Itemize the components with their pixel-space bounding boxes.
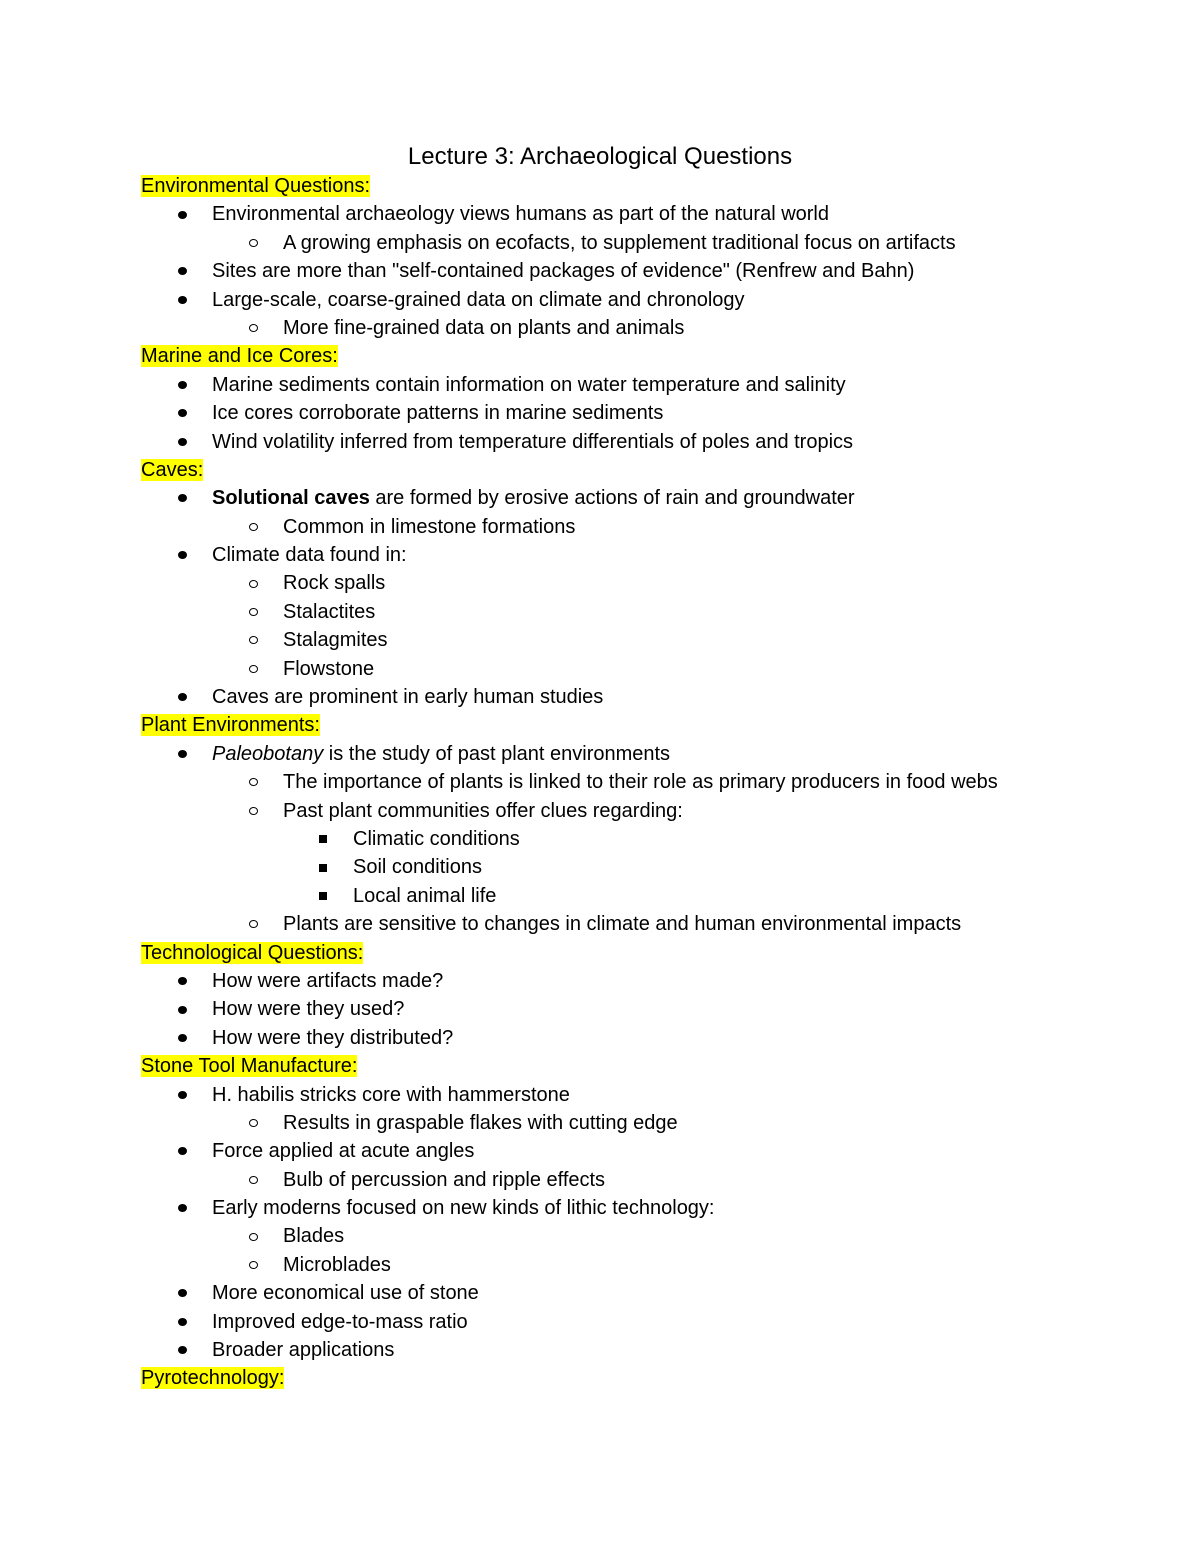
list-item: Early moderns focused on new kinds of lithic technology:	[0, 1194, 1200, 1222]
list-item: Marine sediments contain information on water temperature and salinity	[0, 371, 1200, 399]
list-item: Climate data found in:	[0, 541, 1200, 569]
hollow-circle-bullet-icon	[249, 1233, 258, 1241]
list-item: Results in graspable flakes with cutting edge	[0, 1109, 1200, 1137]
filled-circle-bullet-icon	[178, 1006, 187, 1014]
highlighted-heading: Pyrotechnology:	[141, 1367, 285, 1390]
list-item: Soil conditions	[0, 853, 1200, 881]
list-item: H. habilis stricks core with hammerstone	[0, 1081, 1200, 1109]
filled-circle-bullet-icon	[178, 381, 187, 389]
list-item: Environmental archaeology views humans as part of the natural world	[0, 200, 1200, 228]
filled-circle-bullet-icon	[178, 750, 187, 758]
list-item: More economical use of stone	[0, 1279, 1200, 1307]
section-heading-plants	[0, 711, 1200, 739]
filled-circle-bullet-icon	[178, 494, 187, 502]
highlighted-heading: Technological Questions:	[141, 941, 364, 964]
list-item: Microblades	[0, 1251, 1200, 1279]
filled-circle-bullet-icon	[178, 211, 187, 219]
list-item: Improved edge-to-mass ratio	[0, 1308, 1200, 1336]
section-heading-marine	[0, 342, 1200, 370]
filled-circle-bullet-icon	[178, 296, 187, 304]
filled-circle-bullet-icon	[178, 1034, 187, 1042]
list-item: Solutional caves are formed by erosive actions of rain and groundwater	[0, 484, 1200, 512]
hollow-circle-bullet-icon	[249, 807, 258, 815]
list-item: Ice cores corroborate patterns in marine sediments	[0, 399, 1200, 427]
page-title: Lecture 3: Archaeological Questions	[407, 143, 793, 170]
list-item: Caves are prominent in early human studies	[0, 683, 1200, 711]
list-item: Past plant communities offer clues regarding:	[0, 797, 1200, 825]
filled-circle-bullet-icon	[178, 551, 187, 559]
hollow-circle-bullet-icon	[249, 324, 258, 332]
hollow-circle-bullet-icon	[249, 1261, 258, 1269]
square-bullet-icon	[319, 835, 327, 843]
section-heading-caves	[0, 456, 1200, 484]
list-item: How were they distributed?	[0, 1024, 1200, 1052]
list-item: How were they used?	[0, 995, 1200, 1023]
section-heading-technological	[0, 939, 1200, 967]
filled-circle-bullet-icon	[178, 267, 187, 275]
list-item: Stalactites	[0, 598, 1200, 626]
highlighted-heading: Stone Tool Manufacture:	[141, 1055, 358, 1078]
list-item: Common in limestone formations	[0, 513, 1200, 541]
list-item: Stalagmites	[0, 626, 1200, 654]
hollow-circle-bullet-icon	[249, 239, 258, 247]
highlighted-heading: Environmental Questions:	[141, 175, 371, 197]
hollow-circle-bullet-icon	[249, 778, 258, 786]
list-item: Flowstone	[0, 655, 1200, 683]
list-item: Large-scale, coarse-grained data on climate and chronology	[0, 286, 1200, 314]
square-bullet-icon	[319, 892, 327, 900]
list-item: Wind volatility inferred from temperature differentials of poles and tropics	[0, 428, 1200, 456]
list-item: Blades	[0, 1222, 1200, 1250]
filled-circle-bullet-icon	[178, 1091, 187, 1099]
hollow-circle-bullet-icon	[249, 636, 258, 644]
highlighted-heading: Plant Environments:	[141, 714, 320, 737]
filled-circle-bullet-icon	[178, 1147, 187, 1155]
section-heading-pyrotechnology	[0, 1364, 1200, 1392]
filled-circle-bullet-icon	[178, 1318, 187, 1326]
list-item: How were artifacts made?	[0, 967, 1200, 995]
list-item: Broader applications	[0, 1336, 1200, 1364]
hollow-circle-bullet-icon	[249, 1176, 258, 1184]
filled-circle-bullet-icon	[178, 977, 187, 985]
filled-circle-bullet-icon	[178, 693, 187, 701]
highlighted-heading: Caves:	[141, 458, 204, 481]
section-heading-environmental	[0, 172, 1200, 200]
square-bullet-icon	[319, 864, 327, 872]
filled-circle-bullet-icon	[178, 1346, 187, 1354]
italic-term: Paleobotany	[212, 742, 324, 765]
list-item: Bulb of percussion and ripple effects	[0, 1166, 1200, 1194]
filled-circle-bullet-icon	[178, 409, 187, 417]
list-item: Rock spalls	[0, 569, 1200, 597]
list-item: A growing emphasis on ecofacts, to supplement traditional focus on artifacts	[0, 229, 1200, 257]
list-item: Sites are more than "self-contained packages of evidence" (Renfrew and Bahn)	[0, 257, 1200, 285]
list-item: Plants are sensitive to changes in climate and human environmental impacts	[0, 910, 1200, 938]
hollow-circle-bullet-icon	[249, 665, 258, 673]
hollow-circle-bullet-icon	[249, 920, 258, 928]
hollow-circle-bullet-icon	[249, 523, 258, 531]
list-item: Force applied at acute angles	[0, 1137, 1200, 1165]
list-item: Climatic conditions	[0, 825, 1200, 853]
list-item: The importance of plants is linked to their role as primary producers in food webs	[0, 768, 1200, 796]
filled-circle-bullet-icon	[178, 438, 187, 446]
hollow-circle-bullet-icon	[249, 1119, 258, 1127]
list-item: Paleobotany is the study of past plant environments	[0, 740, 1200, 768]
filled-circle-bullet-icon	[178, 1204, 187, 1212]
hollow-circle-bullet-icon	[249, 608, 258, 616]
bold-term: Solutional caves	[212, 487, 370, 510]
list-item: Local animal life	[0, 882, 1200, 910]
section-heading-stone-tool	[0, 1052, 1200, 1080]
hollow-circle-bullet-icon	[249, 580, 258, 588]
highlighted-heading: Marine and Ice Cores:	[141, 345, 338, 368]
list-item: More fine-grained data on plants and animals	[0, 314, 1200, 342]
filled-circle-bullet-icon	[178, 1289, 187, 1297]
